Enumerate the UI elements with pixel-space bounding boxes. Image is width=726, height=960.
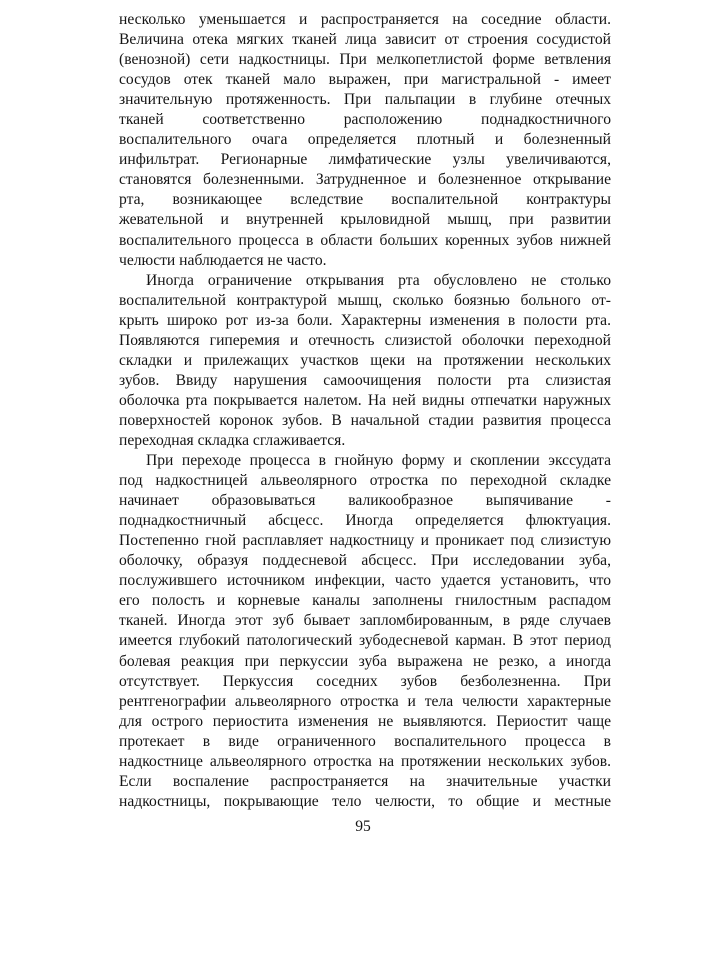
text-line: жевательной и внутренней крыловидной мышц, при развитии xyxy=(119,211,611,229)
text-line: инфильтрат. Регионарные лимфатические узлы увеличиваются, xyxy=(119,151,611,169)
page-number: 95 xyxy=(355,818,371,835)
text-line: его полость и корневые каналы заполнены гнилостным распадом xyxy=(119,592,611,610)
text-line: надкостницы, покрывающие тело челюсти, то общие и местные xyxy=(119,792,611,810)
text-line: крыть широко рот из-за боли. Характерны изменения в полости рта. xyxy=(119,311,611,329)
text-line: зубов. Ввиду нарушения самоочищения полости рта слизистая xyxy=(119,371,611,389)
text-line: Величина отека мягких тканей лица зависит от строения сосудистой xyxy=(119,31,611,49)
text-line: рентгенографии альвеолярного отростка и тела челюсти характерные xyxy=(119,692,611,710)
text-line: поверхностей коронок зубов. В начальной стадии развития процесса xyxy=(119,411,611,429)
text-line: оболочка рта покрывается налетом. На ней видны отпечатки наружных xyxy=(119,391,611,409)
text-line: Иногда ограничение открывания рта обусловлено не столько xyxy=(146,271,611,289)
text-line: воспалительной контрактурой мышц, сколько боязнью больного от- xyxy=(119,291,611,309)
text-line: воспалительного очага определяется плотный и болезненный xyxy=(119,131,611,149)
text-line: отсутствует. Перкуссия соседних зубов безболезненна. При xyxy=(119,672,611,690)
text-line: Появляются гиперемия и отечность слизистой оболочки переходной xyxy=(119,331,611,349)
text-line: Постепенно гной расплавляет надкостницу и проникает под слизистую xyxy=(119,532,611,550)
text-line: тканей соответственно расположению поднадкостничного xyxy=(119,111,611,129)
text-line: начинает образовываться валикообразное выпячивание - xyxy=(119,492,611,510)
text-line: имеется глубокий патологический зубодесневой карман. В этот период xyxy=(119,632,611,650)
text-line: рта, возникающее вследствие воспалительной контрактуры xyxy=(119,191,611,209)
text-line: воспалительного процесса в области больших коренных зубов нижней xyxy=(119,231,611,249)
text-line: становятся болезненными. Затрудненное и болезненное открывание xyxy=(119,171,611,189)
text-line: болевая реакция при перкуссии зуба выражена не резко, а иногда xyxy=(119,652,611,670)
text-line: протекает в виде ограниченного воспалительного процесса в xyxy=(119,732,611,750)
text-line: для острого периостита изменения не выявляются. Периостит чаще xyxy=(119,712,611,730)
text-line: тканей. Иногда этот зуб бывает запломбированным, в ряде случаев xyxy=(119,612,611,630)
text-line: послужившего источником инфекции, часто удается установить, что xyxy=(119,572,611,590)
text-line: под надкостницей альвеолярного отростка по переходной складке xyxy=(119,472,611,490)
text-line: сосудов отек тканей мало выражен, при магистральной - имеет xyxy=(119,71,611,89)
text-line: переходная складка сглаживается. xyxy=(119,431,346,449)
text-line: складки и прилежащих участков щеки на протяжении нескольких xyxy=(119,351,611,369)
text-line: Если воспаление распространяется на значительные участки xyxy=(119,772,611,790)
text-line: несколько уменьшается и распространяется на соседние области. xyxy=(119,11,611,28)
text-line: (венозной) сети надкостницы. При мелкопетлистой форме ветвления xyxy=(119,51,611,69)
text-line: челюсти наблюдается не часто. xyxy=(119,251,327,269)
text-line: При переходе процесса в гнойную форму и скоплении экссудата xyxy=(146,452,611,470)
page-body xyxy=(119,10,611,812)
text-line: надкостнице альвеолярного отростка на протяжении нескольких зубов. xyxy=(119,752,611,770)
text-line: поднадкостничный абсцесс. Иногда определяется флюктуация. xyxy=(119,512,611,530)
text-line: оболочку, образуя поддесневой абсцесс. При исследовании зуба, xyxy=(119,552,611,570)
text-line: значительную протяженность. При пальпации в глубине отечных xyxy=(119,91,611,109)
